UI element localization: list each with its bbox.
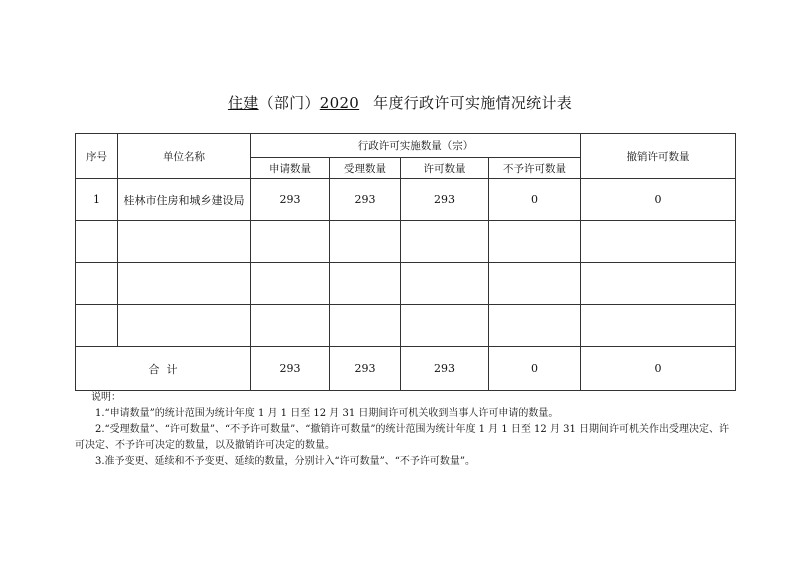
cell-permit: 293 <box>401 179 489 221</box>
cell-accept: 293 <box>330 179 401 221</box>
cell-seq: 1 <box>76 179 118 221</box>
notes-section <box>75 390 735 470</box>
cell-seq <box>76 221 118 263</box>
total-revoke: 0 <box>581 347 736 391</box>
cell-unit <box>118 263 251 305</box>
cell-revoke <box>581 221 736 263</box>
table-row <box>76 263 736 305</box>
title-bracket: （部门） <box>258 94 320 112</box>
header-unit-name: 单位名称 <box>118 134 251 179</box>
title-suffix: 年度行政许可实施情况统计表 <box>373 94 573 112</box>
cell-accept <box>330 263 401 305</box>
header-apply-count: 申请数量 <box>251 158 330 179</box>
cell-revoke <box>581 305 736 347</box>
total-row <box>76 347 736 391</box>
header-permit-count: 许可数量 <box>401 158 489 179</box>
cell-apply <box>251 305 330 347</box>
cell-seq <box>76 263 118 305</box>
header-accept-count: 受理数量 <box>330 158 401 179</box>
header-deny-count: 不予许可数量 <box>489 158 581 179</box>
table-row <box>76 221 736 263</box>
cell-revoke: 0 <box>581 179 736 221</box>
document-title <box>0 92 800 113</box>
total-deny: 0 <box>489 347 581 391</box>
notes-heading: 说明： <box>91 392 121 403</box>
cell-deny <box>489 305 581 347</box>
cell-apply <box>251 263 330 305</box>
cell-unit <box>118 221 251 263</box>
cell-apply <box>251 221 330 263</box>
permit-statistics-table <box>75 133 736 391</box>
cell-deny <box>489 221 581 263</box>
cell-accept <box>330 221 401 263</box>
table-row <box>76 305 736 347</box>
table-row <box>76 179 736 221</box>
title-department: 住建 <box>227 94 259 112</box>
cell-unit <box>118 305 251 347</box>
total-label: 合 计 <box>76 347 251 391</box>
header-revoke-count: 撤销许可数量 <box>581 134 736 179</box>
note-item: 2.“受理数量”、“许可数量”、“不予许可数量”、“撤销许可数量”的统计范围为统计年度 1 月 1 日至 12 月 31 日期间许可机关作出受理决定、许可决定、不予许可决定的数量，以及撤销许可决定的数量。 <box>75 424 730 451</box>
cell-deny: 0 <box>489 179 581 221</box>
cell-apply: 293 <box>251 179 330 221</box>
total-accept: 293 <box>330 347 401 391</box>
cell-unit: 桂林市住房和城乡建设局 <box>118 179 251 221</box>
total-apply: 293 <box>251 347 330 391</box>
cell-permit <box>401 263 489 305</box>
header-seq: 序号 <box>76 134 118 179</box>
title-year: 2020 <box>319 94 360 112</box>
note-item: 3.准予变更、延续和不予变更、延续的数量，分别计入“许可数量”、“不予许可数量”。 <box>95 456 475 467</box>
cell-seq <box>76 305 118 347</box>
cell-accept <box>330 305 401 347</box>
note-item: 1.“申请数量”的统计范围为统计年度 1 月 1 日至 12 月 31 日期间许可机关收到当事人许可申请的数量。 <box>95 408 559 419</box>
total-permit: 293 <box>401 347 489 391</box>
cell-permit <box>401 221 489 263</box>
cell-deny <box>489 263 581 305</box>
cell-revoke <box>581 263 736 305</box>
header-implementation-count: 行政许可实施数量（宗） <box>251 134 581 158</box>
cell-permit <box>401 305 489 347</box>
